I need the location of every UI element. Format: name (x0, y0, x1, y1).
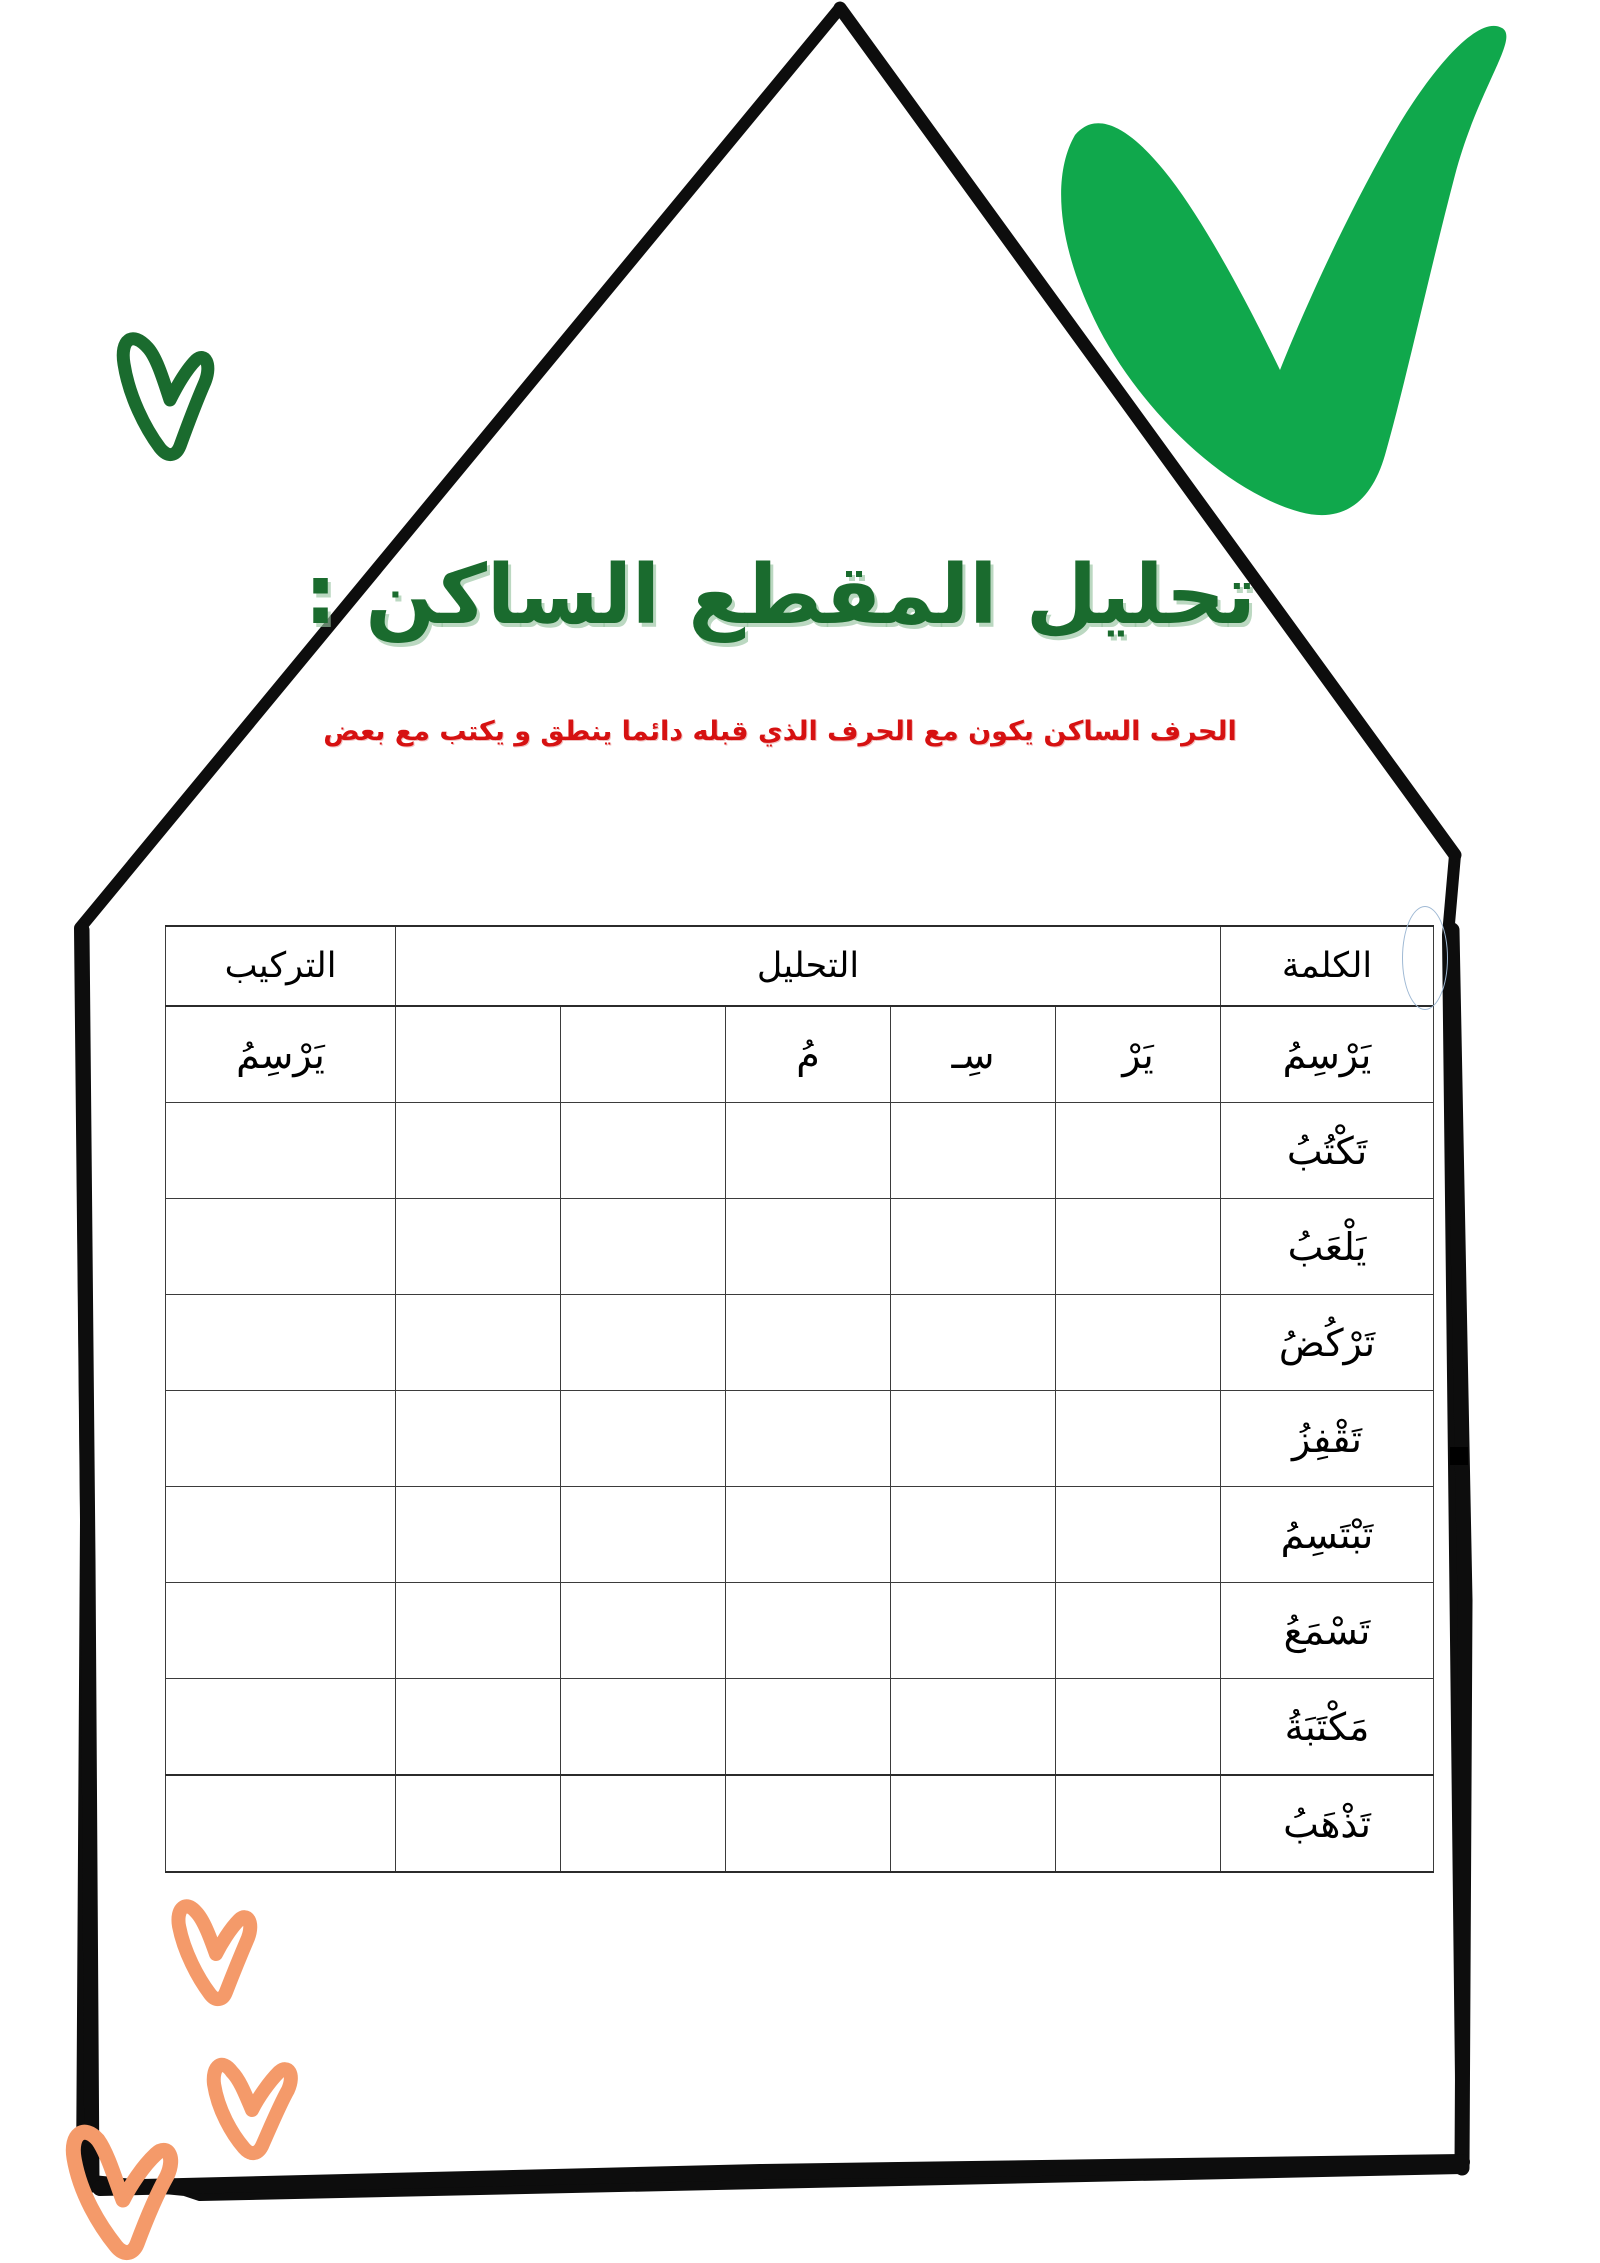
cell-composition[interactable] (166, 1679, 396, 1776)
cell-analysis[interactable] (891, 1679, 1056, 1776)
cell-analysis[interactable] (396, 1103, 561, 1199)
cell-analysis[interactable] (1056, 1679, 1221, 1776)
cell-analysis[interactable] (561, 1487, 726, 1583)
page-title: تحليل المقطع الساكن : (304, 548, 1256, 643)
table-row (166, 1679, 1434, 1776)
cell-analysis[interactable] (1056, 1775, 1221, 1872)
cell-analysis[interactable] (726, 1583, 891, 1679)
table-row (166, 1295, 1434, 1391)
cell-analysis[interactable] (726, 1391, 891, 1487)
table-body (166, 1006, 1434, 1872)
cell-analysis[interactable] (561, 1391, 726, 1487)
cell-composition[interactable] (166, 1391, 396, 1487)
cell-word (1221, 1391, 1434, 1487)
cell-composition[interactable] (166, 1199, 396, 1295)
cell-analysis[interactable] (561, 1775, 726, 1872)
cell-analysis[interactable]: مُ (726, 1006, 891, 1103)
cell-word (1221, 1679, 1434, 1776)
cell-analysis[interactable] (561, 1583, 726, 1679)
cell-analysis[interactable] (396, 1487, 561, 1583)
cell-analysis[interactable] (561, 1679, 726, 1776)
cell-analysis[interactable] (726, 1199, 891, 1295)
page-subtitle-container (0, 716, 1600, 747)
orange-heart-icon-3 (73, 2132, 170, 2252)
cell-word (1221, 1583, 1434, 1679)
cell-analysis[interactable] (1056, 1487, 1221, 1583)
cell-analysis[interactable] (891, 1391, 1056, 1487)
cell-analysis[interactable] (891, 1199, 1056, 1295)
cell-composition[interactable] (166, 1775, 396, 1872)
header-analysis: التحليل (396, 926, 1221, 1006)
word-text: يَلْعَبُ (1287, 1224, 1367, 1269)
cell-analysis[interactable] (726, 1487, 891, 1583)
table-row (166, 1775, 1434, 1872)
cell-word (1221, 1295, 1434, 1391)
cell-word (1221, 1199, 1434, 1295)
cell-analysis[interactable] (1056, 1583, 1221, 1679)
cell-composition[interactable] (166, 1103, 396, 1199)
cell-analysis[interactable] (726, 1679, 891, 1776)
cell-analysis[interactable] (1056, 1199, 1221, 1295)
cell-analysis[interactable] (726, 1775, 891, 1872)
cell-analysis[interactable]: سِـ (891, 1006, 1056, 1103)
page-title-container (0, 548, 1600, 643)
cell-analysis[interactable] (396, 1295, 561, 1391)
cell-analysis[interactable] (891, 1487, 1056, 1583)
cell-analysis[interactable] (396, 1391, 561, 1487)
orange-heart-icon-2 (214, 2065, 291, 2153)
word-text: تَبْتَسِمُ (1280, 1512, 1374, 1557)
cell-analysis[interactable] (1056, 1295, 1221, 1391)
cell-analysis[interactable] (891, 1295, 1056, 1391)
cell-analysis[interactable] (561, 1295, 726, 1391)
word-text: تَكْتُبُ (1286, 1128, 1368, 1173)
table-row (166, 1583, 1434, 1679)
header-word: الكلمة (1221, 926, 1434, 1006)
cell-analysis[interactable] (891, 1583, 1056, 1679)
cell-composition[interactable]: يَرْسِمُ (166, 1006, 396, 1103)
table-row (166, 1199, 1434, 1295)
cell-word (1221, 1006, 1434, 1103)
cell-analysis[interactable] (1056, 1103, 1221, 1199)
cell-analysis[interactable] (561, 1199, 726, 1295)
orange-heart-icon-1 (178, 1906, 250, 1999)
cell-analysis[interactable] (396, 1006, 561, 1103)
green-check-icon (1061, 26, 1506, 515)
cell-analysis[interactable] (891, 1775, 1056, 1872)
table-row (166, 1487, 1434, 1583)
cell-composition[interactable] (166, 1295, 396, 1391)
table-row (166, 1103, 1434, 1199)
word-text: تَسْمَعُ (1283, 1608, 1371, 1653)
analysis-table (165, 925, 1434, 1873)
cell-analysis[interactable] (396, 1199, 561, 1295)
cell-composition[interactable] (166, 1583, 396, 1679)
cell-analysis[interactable] (396, 1583, 561, 1679)
cell-analysis[interactable] (396, 1679, 561, 1776)
page-subtitle: الحرف الساكن يكون مع الحرف الذي قبله دائما ينطق و يكتب مع بعض (323, 716, 1237, 747)
black-dot-mark (1450, 1447, 1468, 1465)
word-text: تَقْفِزُ (1292, 1416, 1362, 1461)
table-row (166, 1391, 1434, 1487)
cell-analysis[interactable] (1056, 1391, 1221, 1487)
cell-analysis[interactable] (726, 1295, 891, 1391)
word-text: تَرْكُضُ (1278, 1320, 1376, 1365)
cell-analysis[interactable]: يَرْ (1056, 1006, 1221, 1103)
cell-analysis[interactable] (396, 1775, 561, 1872)
cell-word (1221, 1775, 1434, 1872)
table-header-row (166, 926, 1434, 1006)
cell-analysis[interactable] (726, 1103, 891, 1199)
cell-word (1221, 1487, 1434, 1583)
cell-analysis[interactable] (891, 1103, 1056, 1199)
word-text: مَكْتَبَةُ (1284, 1704, 1370, 1749)
table-row (166, 1006, 1434, 1103)
cell-word (1221, 1103, 1434, 1199)
green-heart-icon (123, 339, 208, 455)
header-composition: التركيب (166, 926, 396, 1006)
cell-composition[interactable] (166, 1487, 396, 1583)
word-text: يَرْسِمُ (1282, 1032, 1372, 1077)
word-text: تَذْهَبُ (1283, 1801, 1371, 1846)
table-header (166, 926, 1434, 1006)
cell-analysis[interactable] (561, 1006, 726, 1103)
cell-analysis[interactable] (561, 1103, 726, 1199)
